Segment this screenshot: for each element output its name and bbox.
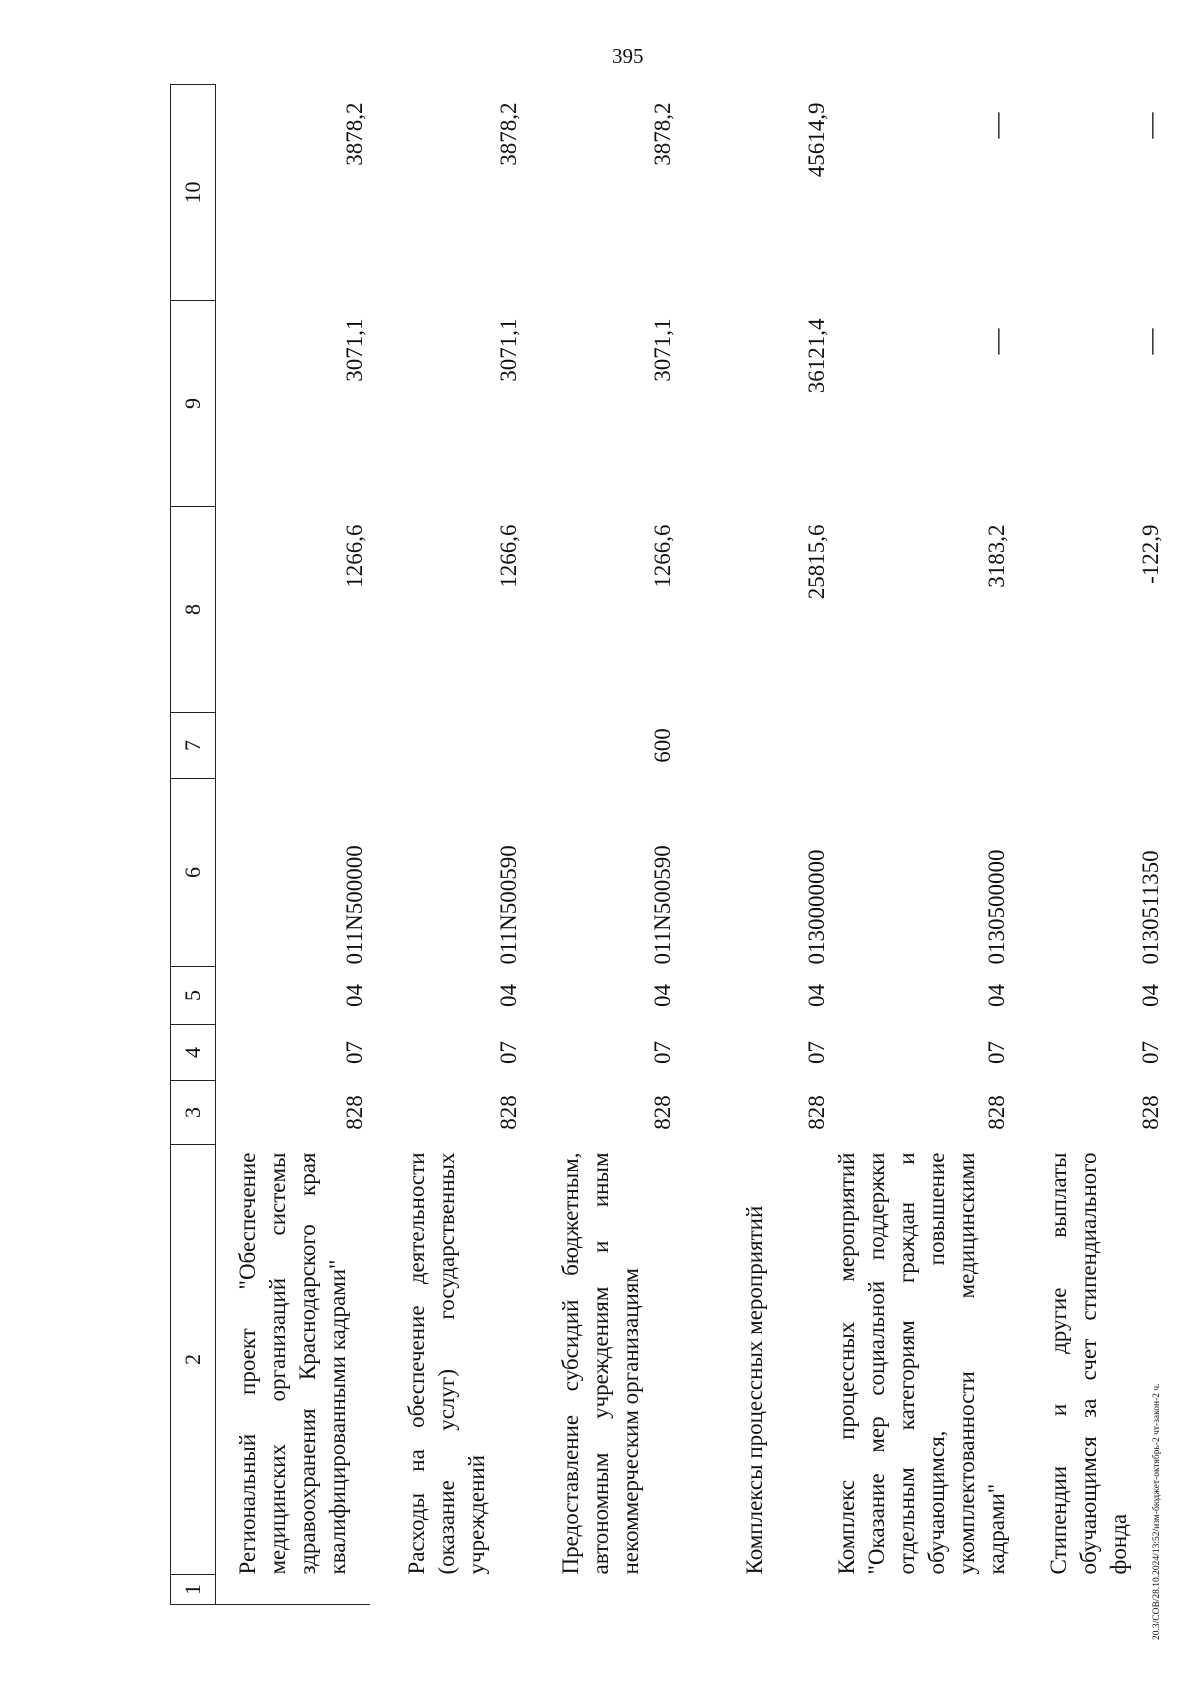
row-c3: 828	[341, 1095, 367, 1130]
row-c9: 3071,1	[495, 318, 521, 382]
row-c3: 828	[983, 1095, 1009, 1130]
row-name: Комплексы процессных мероприятий	[741, 1205, 767, 1575]
row-c6: 0130511350	[1137, 850, 1163, 965]
row-c3: 828	[1137, 1095, 1163, 1130]
row-c10: —	[981, 112, 1011, 139]
row-c10: 3878,2	[649, 102, 675, 166]
budget-table	[170, 84, 1166, 1605]
header-cell: 6	[171, 779, 216, 967]
row-c6: 011N500000	[341, 845, 367, 965]
table-row	[370, 85, 524, 1605]
row-name: Предоставление субсидий бюджетным, автономным учреждениям и иным некоммерческим организациям	[557, 1152, 643, 1575]
row-name: Расходы на обеспечение деятельности (оказание услуг) государственных учреждений	[403, 1152, 489, 1575]
table-row	[1012, 85, 1166, 1605]
row-c9: 36121,4	[803, 318, 829, 394]
header-cell: 4	[171, 1025, 216, 1081]
row-cell-empty	[678, 1575, 832, 1605]
header-row	[171, 85, 216, 1605]
row-c9: —	[981, 328, 1011, 355]
row-c5: 04	[649, 984, 675, 1007]
table-row	[216, 85, 370, 1605]
row-c8: 1266,6	[341, 524, 367, 588]
row-name: Стипендии и другие выплаты обучающимся за счет стипендиального фонда	[1045, 1152, 1131, 1575]
row-c5: 04	[803, 984, 829, 1007]
row-c7	[216, 713, 370, 779]
header-cell: 3	[171, 1081, 216, 1145]
row-c7	[678, 713, 832, 779]
row-c3: 828	[495, 1095, 521, 1130]
row-c6: 011N500590	[649, 845, 675, 965]
table-row	[678, 85, 832, 1605]
row-c4: 07	[803, 1041, 829, 1064]
row-c7	[1012, 713, 1166, 779]
row-c4: 07	[495, 1041, 521, 1064]
page-number: 395	[612, 44, 644, 68]
row-c10: 45614,9	[803, 102, 829, 178]
row-c6: 011N500590	[495, 845, 521, 965]
table-row	[524, 85, 678, 1605]
header-cell: 7	[171, 713, 216, 779]
row-c7	[832, 713, 1012, 779]
header-cell: 8	[171, 507, 216, 713]
header-cell: 1	[171, 1575, 216, 1605]
row-c7: 600	[649, 728, 675, 763]
table-row	[832, 85, 1012, 1605]
header-cell: 2	[171, 1145, 216, 1575]
row-cell-empty	[1012, 1575, 1166, 1605]
row-c6: 0130000000	[803, 849, 829, 965]
row-c9: —	[1135, 328, 1165, 355]
row-cell-empty	[832, 1575, 1012, 1605]
row-c10: 3878,2	[495, 102, 521, 166]
row-c4: 07	[649, 1041, 675, 1064]
row-c5: 04	[983, 984, 1009, 1007]
row-c4: 07	[341, 1041, 367, 1064]
row-c8: -122,9	[1137, 524, 1163, 584]
row-c10: —	[1135, 112, 1165, 139]
row-c8: 3183,2	[983, 524, 1009, 588]
row-c10: 3878,2	[341, 102, 367, 166]
row-cell-empty	[216, 1575, 370, 1605]
header-cell: 9	[171, 301, 216, 507]
row-c3: 828	[649, 1095, 675, 1130]
row-c8: 1266,6	[495, 524, 521, 588]
row-cell-empty	[370, 1575, 524, 1605]
row-c7	[370, 713, 524, 779]
row-name: Комплекс процессных мероприятий "Оказание мер социальной поддержки отдельным категориям граждан и обучающимся, повышение укомплектованности медицинскими кадрами"	[833, 1152, 1009, 1575]
row-c4: 07	[983, 1041, 1009, 1064]
footer-code-text: 20.3/СОВ/28.10.2024/13:52/изм-бюджет-октябрь-2 чт-закон-2 ч.	[1152, 1383, 1162, 1640]
row-c6: 0130500000	[983, 849, 1009, 965]
row-c5: 04	[341, 984, 367, 1007]
row-c5: 04	[1137, 984, 1163, 1007]
row-cell-empty	[524, 1575, 678, 1605]
row-c3: 828	[803, 1095, 829, 1130]
row-c9: 3071,1	[649, 318, 675, 382]
row-c8: 25815,6	[803, 524, 829, 600]
row-name: Региональный проект "Обеспечение медицинских организаций системы здравоохранения Краснодарского края квалифицированными кадрами"	[234, 1152, 350, 1575]
row-c9: 3071,1	[341, 318, 367, 382]
row-c5: 04	[495, 984, 521, 1007]
header-cell: 5	[171, 967, 216, 1025]
row-c4: 07	[1137, 1041, 1163, 1064]
row-c8: 1266,6	[649, 524, 675, 588]
rotated-page-content	[170, 85, 1200, 1605]
header-cell: 10	[171, 85, 216, 301]
